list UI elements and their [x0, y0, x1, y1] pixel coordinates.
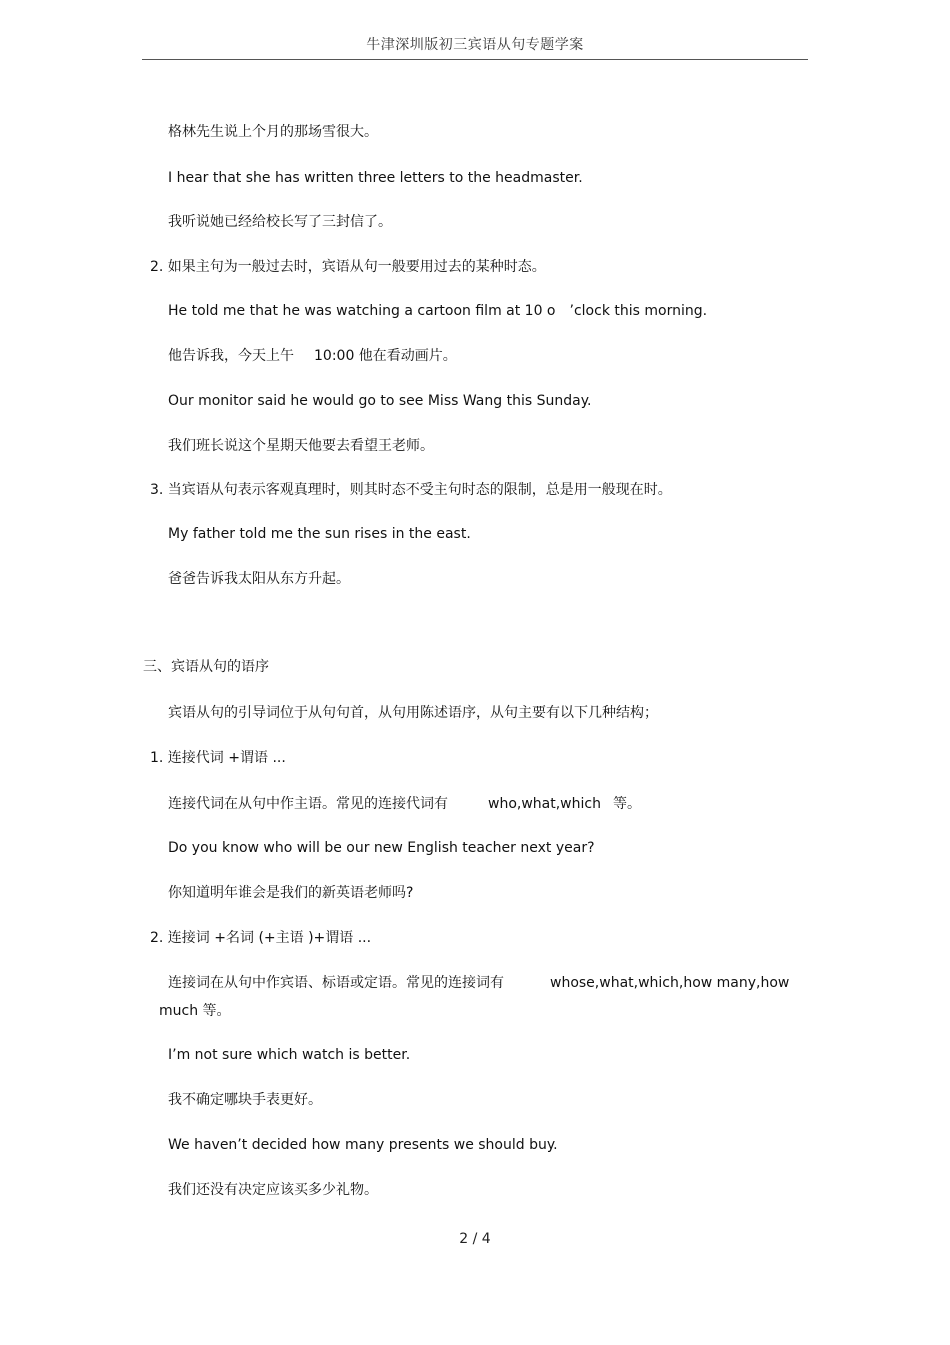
numbered-rule: 2. 连接词 +名词 (+主语 )+谓语 ...: [150, 930, 372, 946]
text-line: [168, 794, 641, 814]
text-line: [168, 973, 789, 993]
text-line: [168, 346, 457, 366]
text-line: 宾语从句的引导词位于从句句首，从句用陈述语序，从句主要有以下几种结构；: [168, 705, 658, 721]
text-line: much 等。: [159, 1003, 231, 1019]
text-line: 你知道明年谁会是我们的新英语老师吗?: [168, 885, 414, 901]
text-line: My father told me the sun rises in the east.: [168, 526, 471, 542]
text-line: [168, 301, 707, 321]
text-line: 我们班长说这个星期天他要去看望王老师。: [168, 438, 434, 454]
text-fragment: 10:00 他在看动画片。: [314, 348, 457, 364]
text-line: Do you know who will be our new English teacher next year?: [168, 840, 595, 856]
text-line: I’m not sure which watch is better.: [168, 1047, 411, 1063]
text-line: 我听说她已经给校长写了三封信了。: [168, 214, 392, 230]
text-fragment: He told me that he was watching a cartoon film at 10 o: [168, 303, 556, 319]
text-line: 我们还没有决定应该买多少礼物。: [168, 1182, 378, 1198]
text-fragment: 他告诉我，今天上午: [168, 348, 294, 364]
text-line: We haven’t decided how many presents we should buy.: [168, 1137, 558, 1153]
text-line: 爸爸告诉我太阳从东方升起。: [168, 571, 350, 587]
text-line: Our monitor said he would go to see Miss Wang this Sunday.: [168, 393, 592, 409]
page-number: 2 / 4: [459, 1231, 491, 1247]
text-line: 我不确定哪块手表更好。: [168, 1092, 322, 1108]
page-header-title: 牛津深圳版初三宾语从句专题学案: [366, 37, 584, 53]
text-fragment: whose,what,which,how many,how: [550, 975, 790, 991]
header-divider: [142, 59, 808, 60]
numbered-rule: 3. 当宾语从句表示客观真理时，则其时态不受主句时态的限制，总是用一般现在时。: [150, 482, 672, 498]
numbered-rule: 1. 连接代词 +谓语 ...: [150, 750, 286, 766]
text-fragment: 连接词在从句中作宾语、标语或定语。常见的连接词有: [168, 975, 504, 991]
text-line: I hear that she has written three letters to the headmaster.: [168, 170, 583, 186]
text-fragment: 连接代词在从句中作主语。常见的连接代词有: [168, 796, 448, 812]
text-fragment: ’clock this morning.: [569, 303, 708, 319]
text-fragment: who,what,which: [488, 796, 601, 812]
section-heading: 三、宾语从句的语序: [143, 659, 269, 675]
text-line: 格林先生说上个月的那场雪很大。: [168, 124, 378, 140]
text-fragment: 等。: [612, 796, 641, 812]
numbered-rule: 2. 如果主句为一般过去时，宾语从句一般要用过去的某种时态。: [150, 259, 546, 275]
